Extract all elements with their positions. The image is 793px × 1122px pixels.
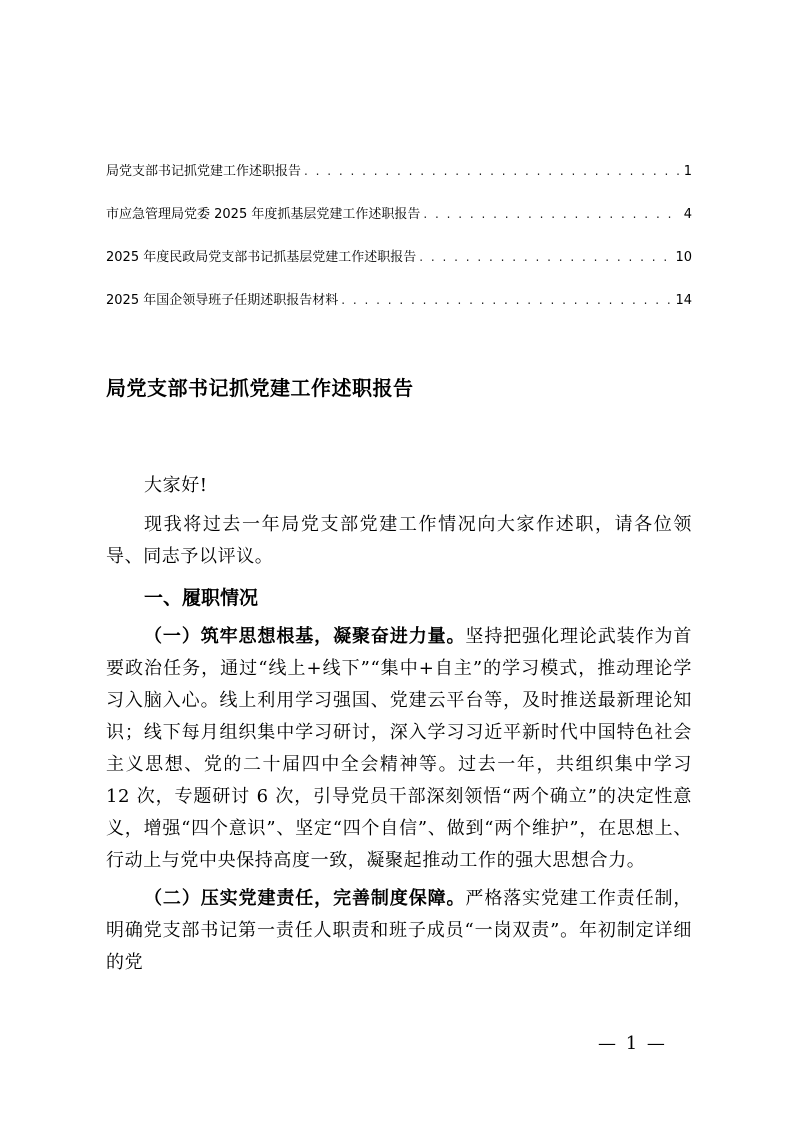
toc-leader-dots — [304, 161, 679, 181]
paragraph-1 — [106, 621, 692, 877]
intro-paragraph: 现我将过去一年局党支部党建工作情况向大家作述职，请各位领导、同志予以评议。 — [106, 514, 692, 567]
document-body — [106, 470, 692, 979]
section-heading: 一、履职情况 — [144, 587, 259, 609]
toc-entry-title: 2025 年度民政局党支部书记抓基层党建工作述职报告 — [106, 250, 417, 265]
paragraph-1-lead: （一）筑牢思想根基，凝聚奋进力量。 — [144, 626, 466, 647]
toc-entry-title: 市应急管理局党委 2025 年度抓基层党建工作述职报告 — [106, 207, 421, 222]
paragraph-2 — [106, 883, 692, 979]
table-of-contents — [106, 161, 692, 333]
toc-entry[interactable] — [106, 161, 692, 204]
toc-leader-dots — [419, 247, 672, 267]
toc-entry[interactable] — [106, 204, 692, 247]
toc-entry-page: 14 — [675, 293, 692, 308]
greeting: 大家好! — [144, 475, 208, 496]
toc-entry-page: 1 — [683, 164, 692, 179]
paragraph-1-body: 坚持把强化理论武装作为首要政治任务，通过“线上+线下”“集中+自主”的学习模式，推动理论学习入脑入心。线上利用学习强国、党建云平台等，及时推送最新理论知识；线下每月组织集中学习研讨，深入学习习近平新时代中国特色社会主义思想、党的二十届四中全会精神等。过去一年，共组织集中学习 12 次，专题研讨 6 次，引导党员干部深刻领悟“两个确立”的决定性意义，增强“四个意识”、坚定“四个自信”、做到“两个维护”，在思想上、行动上与党中央保持高度一致，凝聚起推动工作的强大思想合力。 — [106, 626, 692, 871]
toc-leader-dots — [423, 204, 679, 224]
toc-entry-title: 局党支部书记抓党建工作述职报告 — [106, 164, 302, 179]
paragraph-2-lead: （二）压实党建责任，完善制度保障。 — [144, 888, 466, 909]
page-number: — 1 — — [598, 1033, 667, 1054]
toc-entry-page: 10 — [675, 250, 692, 265]
document-title: 局党支部书记抓党建工作述职报告 — [106, 376, 414, 400]
toc-entry[interactable] — [106, 290, 692, 333]
toc-leader-dots — [341, 290, 672, 310]
toc-entry-page: 4 — [683, 207, 692, 222]
toc-entry-title: 2025 年国企领导班子任期述职报告材料 — [106, 293, 339, 308]
toc-entry[interactable] — [106, 247, 692, 290]
paragraph-2-body: 严格落实党建工作责任制，明确党支部书记第一责任人职责和班子成员“一岗双责”。年初制定详细的党 — [106, 888, 692, 973]
